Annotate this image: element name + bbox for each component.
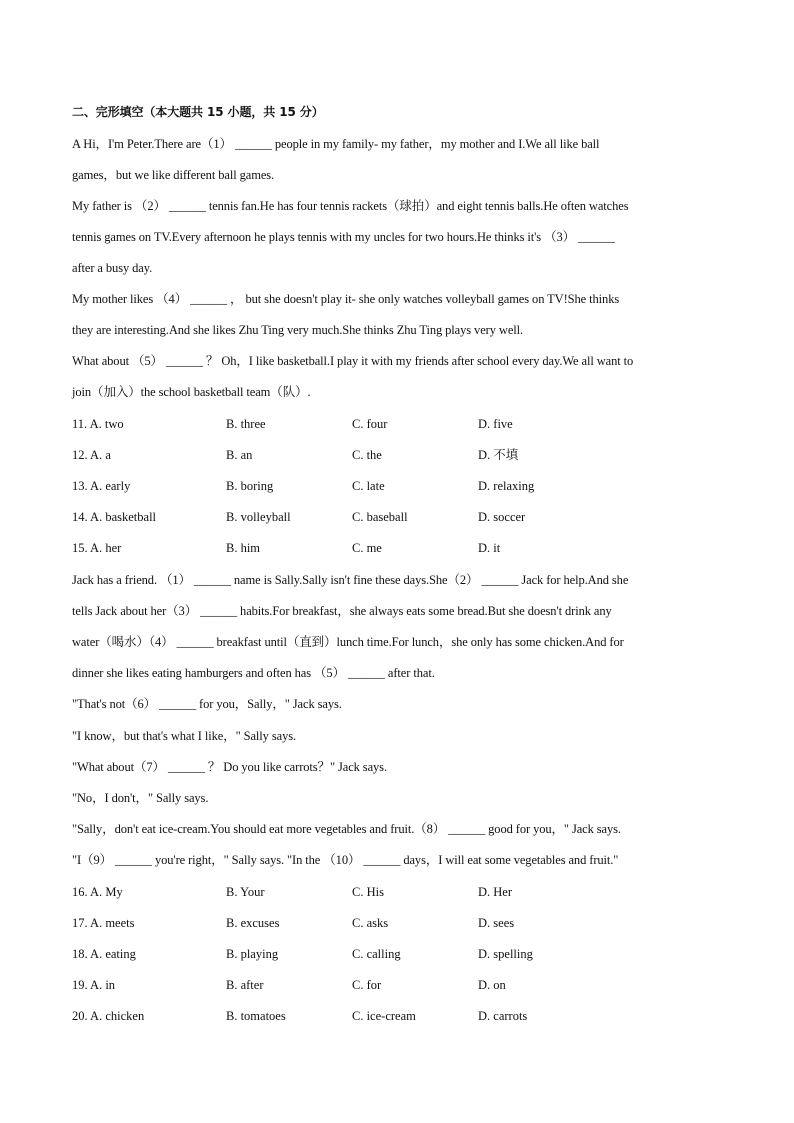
option-b: B. after (226, 978, 264, 992)
option-d: D. relaxing (478, 479, 535, 493)
passage2-line-5: "That's not（6） ______ for you，Sally，" Jack says. (72, 697, 342, 711)
passage2-line-3: water（喝水）（4） ______ breakfast until（直到）lunch time.For lunch，she only has some chicken.And for (72, 635, 624, 649)
passage1-line-7: they are interesting.And she likes Zhu Ting very much.She thinks Zhu Ting plays very well. (72, 323, 524, 337)
option-a: 12. A. a (72, 448, 111, 462)
option-d: D. sees (478, 916, 515, 930)
option-c: C. for (352, 978, 382, 992)
option-a: 17. A. meets (72, 916, 135, 930)
option-b: B. three (226, 417, 266, 431)
option-a: 16. A. My (72, 885, 123, 899)
option-a: 18. A. eating (72, 947, 136, 961)
option-d: D. Her (478, 885, 513, 899)
option-b: B. Your (226, 885, 265, 899)
option-d: D. it (478, 541, 501, 555)
option-c: C. asks (352, 916, 389, 930)
option-a: 11. A. two (72, 417, 124, 431)
option-d: D. five (478, 417, 513, 431)
passage2-line-10: "I（9） ______ you're right，" Sally says. "In the （10） ______ days，I will eat some vegetables and fruit." (72, 853, 619, 867)
option-b: B. volleyball (226, 510, 291, 524)
passage1-line-1: A Hi，I'm Peter.There are（1） ______ people in my family- my father，my mother and I.We all like ball (72, 137, 600, 151)
option-a: 14. A. basketball (72, 510, 157, 524)
section-heading: 二、完形填空（本大题共 15 小题，共 15 分） (72, 105, 324, 119)
option-c: C. baseball (352, 510, 408, 524)
option-a: 15. A. her (72, 541, 122, 555)
option-c: C. ice-cream (352, 1009, 416, 1023)
passage2-line-8: "No，I don't，" Sally says. (72, 791, 209, 805)
option-c: C. calling (352, 947, 401, 961)
passage2-line-6: "I know，but that's what I like，" Sally says. (72, 729, 297, 743)
option-b: B. playing (226, 947, 279, 961)
option-d: D. soccer (478, 510, 526, 524)
passage2-line-4: dinner she likes eating hamburgers and often has （5） ______ after that. (72, 666, 435, 680)
option-a: 13. A. early (72, 479, 131, 493)
option-c: C. me (352, 541, 382, 555)
option-b: B. an (226, 448, 253, 462)
passage2-line-1: Jack has a friend. （1） ______ name is Sally.Sally isn't fine these days.She（2） ______ Jack for help.And she (72, 573, 629, 587)
option-d: D. carrots (478, 1009, 528, 1023)
passage2-line-2: tells Jack about her（3） ______ habits.For breakfast，she always eats some bread.But she doesn't drink any (72, 604, 612, 618)
option-a: 19. A. in (72, 978, 116, 992)
passage1-line-5: after a busy day. (72, 261, 153, 275)
passage1-line-2: games，but we like different ball games. (72, 168, 275, 182)
passage2-line-9: "Sally，don't eat ice-cream.You should eat more vegetables and fruit.（8） ______ good for you，" Jack says. (72, 822, 621, 836)
option-d: D. 不填 (478, 448, 519, 462)
option-c: C. His (352, 885, 384, 899)
passage1-line-4: tennis games on TV.Every afternoon he plays tennis with my uncles for two hours.He thinks it's （3） ______ (72, 230, 615, 244)
option-a: 20. A. chicken (72, 1009, 145, 1023)
option-d: D. spelling (478, 947, 533, 961)
option-b: B. boring (226, 479, 274, 493)
option-d: D. on (478, 978, 506, 992)
passage1-line-6: My mother likes （4） ______ ， but she doesn't play it- she only watches volleyball games on TV!She thinks (72, 292, 620, 306)
option-b: B. tomatoes (226, 1009, 286, 1023)
option-c: C. four (352, 417, 388, 431)
passage2-line-7: "What about（7） ______ ？ Do you like carrots？" Jack says. (72, 760, 387, 774)
option-b: B. excuses (226, 916, 280, 930)
passage1-line-8: What about （5） ______ ？ Oh，I like basketball.I play it with my friends after school every day.We all want to (72, 354, 634, 368)
passage1-line-9: join（加入）the school basketball team（队）. (72, 385, 311, 399)
option-c: C. the (352, 448, 382, 462)
passage1-line-3: My father is （2） ______ tennis fan.He has four tennis rackets（球拍）and eight tennis balls.He often watches (72, 199, 629, 213)
option-c: C. late (352, 479, 385, 493)
option-b: B. him (226, 541, 261, 555)
